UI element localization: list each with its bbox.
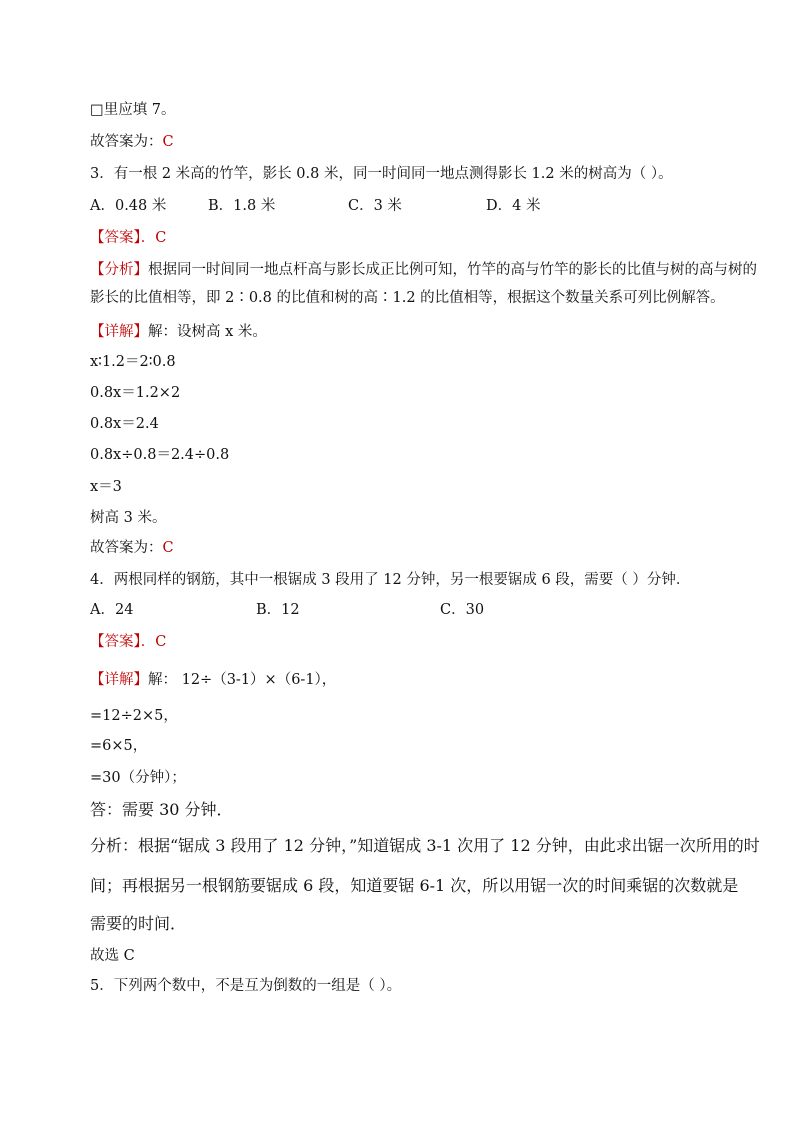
q4-answer	[90, 632, 166, 652]
q4-equation-2: =6×5，	[90, 738, 148, 754]
q3-option-b: B．1.8 米	[208, 198, 276, 214]
q3-stem: 3．有一根 2 米高的竹竿，影长 0.8 米，同一时间同一地点测得影长 1.2 米的树高为（ ）。	[90, 166, 673, 182]
q3-answer	[90, 228, 166, 248]
q3-final-answer	[90, 538, 174, 558]
q5-stem: 5．下列两个数中，不是互为倒数的一组是（ ）。	[90, 978, 402, 994]
line-l1: □里应填 7。	[90, 102, 176, 118]
detail-text: 解：设树高 x 米。	[148, 324, 267, 340]
q3-conclusion: 树高 3 米。	[90, 510, 167, 526]
q4-option-a: A．24	[90, 602, 134, 618]
q4-answer-line: 答：需要 30 分钟．	[90, 800, 233, 819]
detail-text: 解： 12÷（3-1）×（6-1），	[148, 672, 337, 688]
line-l2	[90, 132, 174, 152]
q3-analysis-line-2: 影长的比值相等，即 2∶0.8 的比值和树的高∶1.2 的比值相等，根据这个数量关系可列比例解答。	[90, 290, 725, 306]
answer-value: C	[162, 134, 174, 150]
q4-analysis-line-3: 需要的时间．	[90, 914, 187, 933]
answer-tag: 【答案】	[90, 230, 141, 246]
q3-equation-5: x＝3	[90, 479, 122, 495]
q3-equation-2: 0.8x＝1.2×2	[90, 385, 181, 401]
q3-equation-1: x∶1.2＝2∶0.8	[90, 354, 176, 370]
q4-final: 故选 C	[90, 948, 135, 964]
answer-tag: 【答案】	[90, 634, 141, 650]
q3-equation-4: 0.8x÷0.8＝2.4÷0.8	[90, 447, 230, 463]
q3-detail	[90, 322, 267, 342]
answer-prefix: 故答案为：	[90, 134, 163, 150]
q3-option-a: A．0.48 米	[90, 198, 167, 214]
detail-tag: 【详解】	[90, 672, 148, 688]
q3-analysis-line-1	[90, 260, 757, 280]
analysis-text: 根据同一时间同一地点杆高与影长成正比例可知，竹竿的高与竹竿的影长的比值与树的高与树的	[148, 262, 757, 278]
q4-analysis-line-2: 间；再根据另一根钢筋要锯成 6 段，知道要锯 6-1 次，所以用锯一次的时间乘锯的次数就是	[90, 876, 739, 895]
q3-option-d: D．4 米	[486, 198, 541, 214]
answer-value: C	[162, 540, 174, 556]
detail-tag: 【详解】	[90, 324, 148, 340]
q4-detail	[90, 670, 336, 690]
q4-option-b: B．12	[256, 602, 300, 618]
q4-option-c: C．30	[440, 602, 485, 618]
analysis-tag: 【分析】	[90, 262, 148, 278]
q4-analysis-line-1: 分析：根据“锯成 3 段用了 12 分钟，”知道锯成 3-1 次用了 12 分钟，由此求出锯一次所用的时	[90, 836, 760, 855]
answer-prefix: 故答案为：	[90, 540, 163, 556]
q4-equation-3: =30（分钟）；	[90, 770, 186, 786]
answer-value: ．C	[140, 634, 167, 650]
q4-equation-1: =12÷2×5，	[90, 708, 178, 724]
q4-stem: 4．两根同样的钢筋，其中一根锯成 3 段用了 12 分钟，另一根要锯成 6 段，需要（ ）分钟．	[90, 572, 691, 588]
q3-equation-3: 0.8x＝2.4	[90, 416, 159, 432]
q3-option-c: C．3 米	[348, 198, 402, 214]
answer-value: ．C	[140, 230, 167, 246]
